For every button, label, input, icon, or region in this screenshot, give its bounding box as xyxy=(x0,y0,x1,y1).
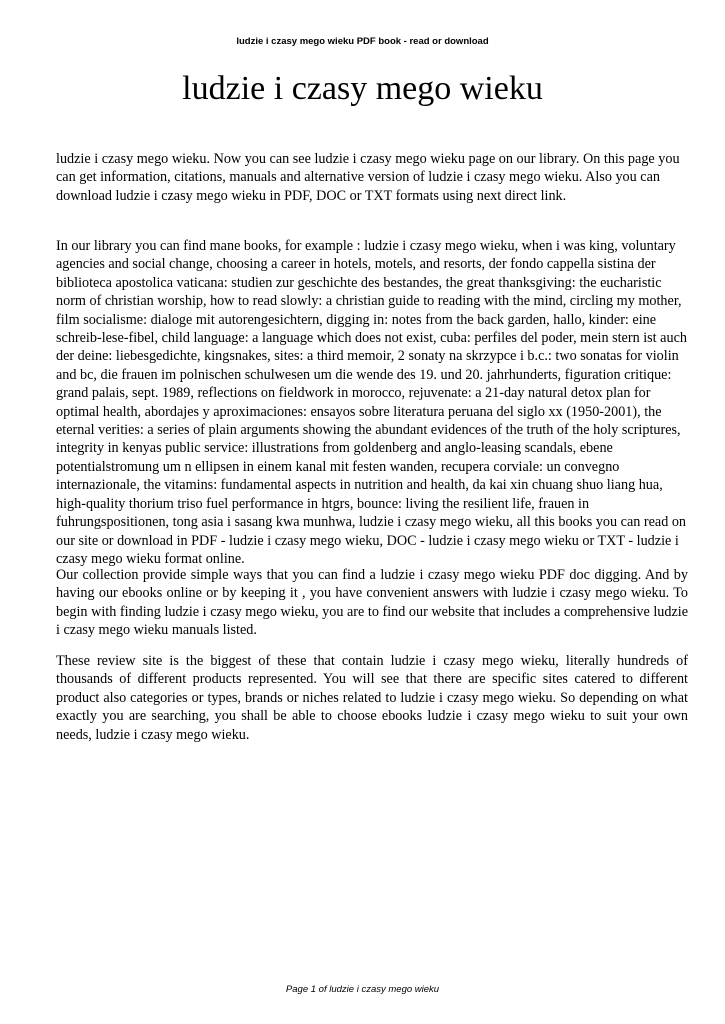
review-paragraph: These review site is the biggest of these that contain ludzie i czasy mego wieku, literally hundreds of thousands of different products represented. You will see that there are specific sites catered to different product also categories or types, brands or niches related to ludzie i czasy mego wieku. So depending on what exactly you are searching, you shall be able to choose ebooks ludzie i czasy mego wieku to suit your own needs, ludzie i czasy mego wieku. xyxy=(56,653,688,743)
collection-paragraph: Our collection provide simple ways that you can find a ludzie i czasy mego wieku PDF doc digging. And by having our ebooks online or by keeping it , you have convenient answers with ludzie i czasy mego wieku. To begin with finding ludzie i czasy mego wieku, you are to find our website that includes a comprehensive ludzie i czasy mego wieku manuals listed. xyxy=(56,567,688,639)
running-header: ludzie i czasy mego wieku PDF book - read or download xyxy=(236,36,489,47)
library-list-paragraph: In our library you can find mane books, for example : ludzie i czasy mego wieku, when i was king, voluntary agencies and social change, choosing a career in hotels, motels, and resorts, der fondo cappella sistina der biblioteca apostolica vaticana: studien zur geschichte des bestandes, the great thanksgiving: the eucharistic norm of christian worship, how to read slowly: a christian guide to reading with the mind, circling my mother, film socialisme: dialoge mit autorengesichtern, digging in: notes from the back garden, hallo, kinder: eine schreib-lese-fibel, child language: a language which does not exist, cuba: perfiles del poder, mein stern ist auch der deine: liebesgedichte, kingsnakes, sites: a third memoir, 2 sonaty na skrzypce i b.c.: two sonatas for violin and bc, die frauen im polnischen schulwesen um die wende des 19. und 20. jahrhunderts, figuration critique: grand palais, sept. 1989, reflections on fieldwork in morocco, rejuvenate: a 21-day natural detox plan for optimal health, abordajes y aproximaciones: ensayos sobre literatura peruana del siglo xx (1950-2001), the eternal verities: a series of plain arguments showing the abundant evidences of the truth of the holy scriptures, integrity in kenyas public service: illustrations from goldenberg and anglo-leasing scandals, ebene potentialstromung um n ellipsen in einem kanal mit festen wanden, recupera corviale: un convegno internazionale, the vitamins: fundamental aspects in nutrition and health, da kai xin chuang shuo liang hua, high-quality thorium triso fuel performance in htgrs, bounce: living the resilient life, frauen in fuhrungspositionen, tong asia i sasang kwa munhwa, ludzie i czasy mego wieku, all this books you can read on our site or download in PDF - ludzie i czasy mego wieku, DOC - ludzie i czasy mego wieku or TXT - ludzie i czasy mego wieku format online. xyxy=(56,238,687,567)
document-title: ludzie i czasy mego wieku xyxy=(182,70,543,107)
page-footer: Page 1 of ludzie i czasy mego wieku xyxy=(285,984,440,995)
intro-paragraph: ludzie i czasy mego wieku. Now you can see ludzie i czasy mego wieku page on our library. On this page you can get information, citations, manuals and alternative version of ludzie i czasy mego wieku. Also you can download ludzie i czasy mego wieku in PDF, DOC or TXT formats using next direct link. xyxy=(56,151,680,204)
